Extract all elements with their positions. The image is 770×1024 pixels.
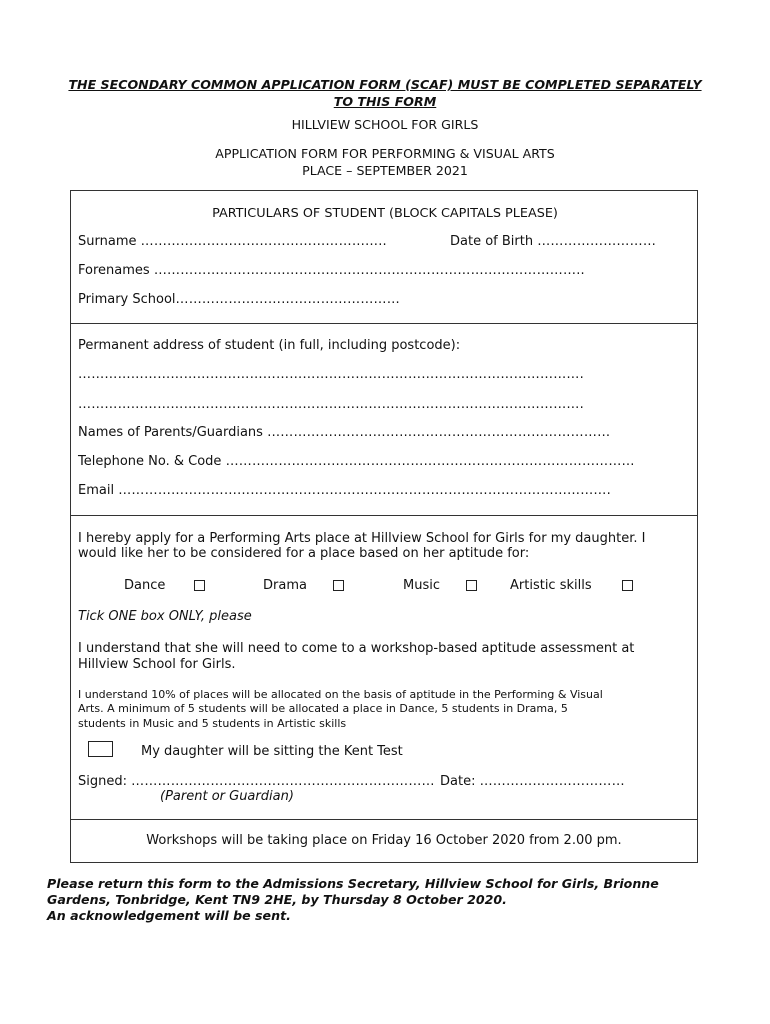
primary-school-label: Primary School — [78, 292, 176, 307]
footer-line3: An acknowledgement will be sent. — [47, 908, 291, 923]
music-checkbox[interactable] — [466, 580, 477, 591]
dance-checkbox[interactable] — [194, 580, 205, 591]
places-line2: Arts. A minimum of 5 students will be allocated a place in Dance, 5 students in Drama, 5 — [78, 702, 568, 715]
address-label: Permanent address of student (in full, including postcode): — [78, 338, 461, 353]
surname-label: Surname — [78, 234, 137, 249]
apply-statement-line2: would like her to be considered for a place based on her aptitude for: — [78, 546, 530, 561]
scaf-notice — [0, 76, 770, 110]
workshop-note: Workshops will be taking place on Friday 16 October 2020 from 2.00 pm. — [146, 833, 622, 848]
forenames-label: Forenames — [78, 263, 150, 278]
kent-test-checkbox[interactable] — [88, 741, 113, 757]
parents-dots: …………………………………………………………………… — [267, 425, 611, 440]
forenames-dots: …………………………………………………………………………………….. — [153, 263, 585, 278]
signed-dots: …………………………………………………………… — [131, 774, 435, 789]
address-line-1[interactable]: ……………………………………………………………………………………………………. — [78, 367, 584, 382]
email-label: Email — [78, 483, 115, 498]
option-drama-label: Drama — [263, 578, 307, 593]
option-dance-label: Dance — [124, 578, 166, 593]
address-line-2[interactable]: ……………………………………………………………………………………………………. — [78, 397, 584, 412]
scaf-notice-line1: THE SECONDARY COMMON APPLICATION FORM (SCAF) MUST BE COMPLETED SEPARATELY — [68, 77, 702, 92]
dob-dots: ……………………… — [537, 234, 657, 249]
surname-field[interactable] — [78, 233, 387, 250]
email-field[interactable] — [78, 482, 611, 499]
date-label: Date: — [440, 774, 476, 789]
signed-label: Signed: — [78, 774, 127, 789]
date-dots: …………………………… — [479, 774, 625, 789]
scaf-notice-line2: TO THIS FORM — [333, 94, 437, 109]
option-artistic-skills-label: Artistic skills — [510, 578, 592, 593]
form-title-line2: PLACE – SEPTEMBER 2021 — [302, 163, 468, 178]
dob-label: Date of Birth — [450, 234, 534, 249]
school-name: HILLVIEW SCHOOL FOR GIRLS — [291, 117, 479, 132]
telephone-field[interactable] — [78, 453, 635, 470]
tick-note: Tick ONE box ONLY, please — [78, 609, 252, 624]
understand-line1: I understand that she will need to come to a workshop-based aptitude assessment at — [78, 641, 635, 656]
places-line1: I understand 10% of places will be allocated on the basis of aptitude in the Performing & Visual — [78, 688, 603, 701]
telephone-label: Telephone No. & Code — [78, 454, 222, 469]
option-drama[interactable] — [263, 577, 307, 594]
option-artistic-skills[interactable] — [510, 577, 592, 594]
understand-line2: Hillview School for Girls. — [78, 657, 236, 672]
option-music-label: Music — [403, 578, 440, 593]
forenames-field[interactable] — [78, 262, 585, 279]
date-field[interactable] — [440, 773, 625, 790]
dob-field[interactable] — [450, 233, 656, 250]
parents-field[interactable] — [78, 424, 610, 441]
option-music[interactable] — [403, 577, 440, 594]
primary-school-dots: …………………………………………… — [175, 292, 400, 307]
footer-line2: Gardens, Tonbridge, Kent TN9 2HE, by Thursday 8 October 2020. — [47, 892, 507, 907]
signed-note: (Parent or Guardian) — [160, 789, 294, 804]
telephone-dots: ………………………………………………………………………………… — [225, 454, 635, 469]
artistic-skills-checkbox[interactable] — [622, 580, 633, 591]
places-line3: students in Music and 5 students in Artistic skills — [78, 717, 347, 730]
option-dance[interactable] — [124, 577, 165, 594]
drama-checkbox[interactable] — [333, 580, 344, 591]
particulars-heading: PARTICULARS OF STUDENT (BLOCK CAPITALS PLEASE) — [212, 206, 558, 221]
footer-line1: Please return this form to the Admissions Secretary, Hillview School for Girls, Brionne — [47, 876, 659, 891]
kent-test-label: My daughter will be sitting the Kent Test — [141, 744, 403, 759]
form-title-line1: APPLICATION FORM FOR PERFORMING & VISUAL ARTS — [215, 146, 555, 161]
parents-label: Names of Parents/Guardians — [78, 425, 263, 440]
primary-school-field[interactable] — [78, 291, 400, 308]
form-title — [0, 145, 770, 179]
surname-dots: ……………………………………………….. — [140, 234, 387, 249]
apply-statement-line1: I hereby apply for a Performing Arts place at Hillview School for Girls for my daughter. I — [78, 531, 646, 546]
email-dots: …………………………………………………………………………………………………. — [118, 483, 611, 498]
